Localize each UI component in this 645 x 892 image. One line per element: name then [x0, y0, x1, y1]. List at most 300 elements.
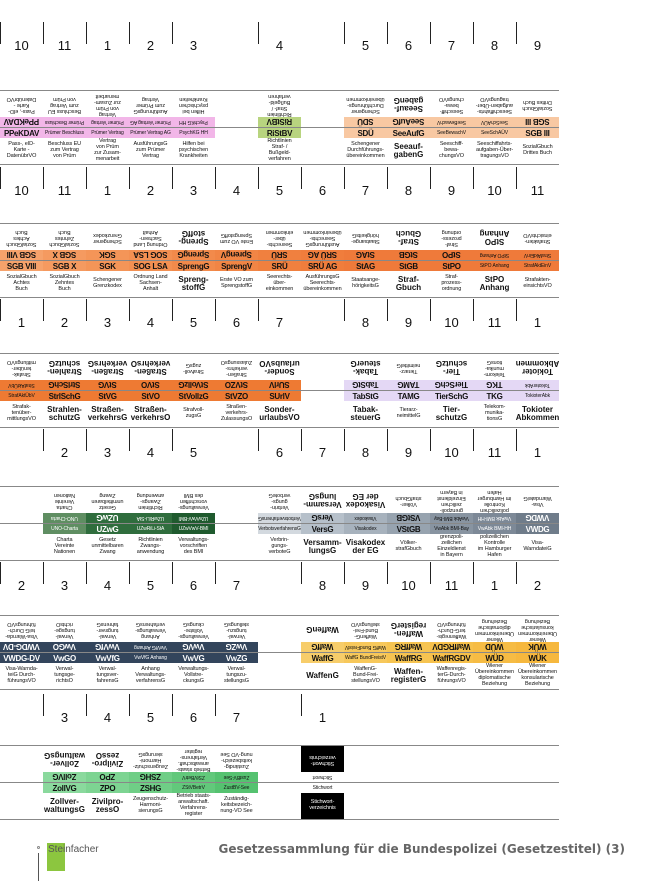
- register-tab[interactable]: [301, 616, 344, 689]
- abbreviation: SprengV: [215, 261, 258, 271]
- abbreviation: RiStBV: [258, 128, 301, 138]
- tab-label: SozialGbuch Drittes Buch: [522, 144, 553, 156]
- abbreviation: VwVfG Anhang: [129, 653, 172, 663]
- tab-label-flipped: Wiener Übereinkommen konsularische Beziehung: [517, 618, 558, 642]
- register-tab[interactable]: [43, 616, 86, 689]
- tab-label-flipped: Verwaltungs- vorschriften des BMI: [178, 492, 209, 510]
- tab-label: Straf- Gbuch: [395, 274, 422, 292]
- tab-label-flipped: Anhang Verwaltungs- verfahrensG: [135, 621, 166, 639]
- abbreviation-flipped: VerbotsverfahrensG: [258, 513, 301, 523]
- abbreviation: StGB: [387, 261, 430, 271]
- tab-number: 1: [533, 445, 542, 460]
- tab-number-row: [0, 175, 559, 205]
- register-tab[interactable]: [344, 224, 387, 297]
- register-tab[interactable]: [473, 354, 516, 427]
- tab-label: Seeauf- gabenG: [393, 141, 424, 159]
- tab-label: Verwal- tungszu- stellungsG: [224, 666, 249, 684]
- abbreviation-flipped: StVZO: [215, 380, 258, 390]
- tab-label: Seerechts- über- einkommen: [265, 274, 294, 292]
- tab-number: 11: [444, 578, 459, 593]
- register-tab-row: [0, 223, 559, 298]
- tab-label-flipped: Schengener Grenzkodex: [93, 232, 122, 244]
- abbreviation-flipped: WaffG: [301, 642, 344, 652]
- register-tab[interactable]: [172, 487, 215, 560]
- tab-label-flipped: Wiener Übereinkommen diplomatische Beziehung: [474, 618, 515, 642]
- tab-label-flipped: Strafvoll- zugsG: [183, 362, 204, 374]
- register-tab[interactable]: [258, 487, 301, 560]
- tab-number: 10: [487, 183, 502, 198]
- abbreviation-flipped: Prümer Beschluss: [43, 117, 86, 127]
- abbreviation-flipped: ZollVG: [43, 772, 86, 782]
- tab-label: Visa- WarndateiG: [523, 540, 552, 552]
- tab-label-flipped: Seeauf- gabenG: [393, 96, 424, 114]
- register-tab[interactable]: [258, 91, 301, 164]
- register-tab[interactable]: [43, 746, 86, 819]
- tab-label: Zivilpro- zessO: [91, 796, 124, 814]
- tab-number: 4: [146, 315, 155, 330]
- tab-label-flipped: Straßen- verkehrsG: [87, 359, 128, 377]
- tab-label-flipped: Versamm- lungsG: [303, 492, 342, 510]
- abbreviation: SRÜ: [258, 261, 301, 271]
- register-tab[interactable]: [301, 224, 344, 297]
- register-tab[interactable]: [0, 354, 43, 427]
- tab-label-flipped: Strafak- tenüber- mittlungsVO: [7, 359, 36, 377]
- abbreviation: VwVG: [172, 653, 215, 663]
- register-tab[interactable]: [430, 487, 473, 560]
- abbreviation: StVZO: [215, 391, 258, 401]
- tab-label-flipped: SozialGbuch Drittes Buch: [522, 99, 553, 111]
- tab-number: 2: [17, 578, 26, 593]
- tab-label-flipped: Sonder- urlaubsVO: [259, 359, 300, 377]
- register-tab[interactable]: [129, 487, 172, 560]
- register-tab[interactable]: [473, 91, 516, 164]
- register-tab[interactable]: [473, 616, 516, 689]
- tab-label: AusführungsG Seerechts- übereinkommen: [303, 274, 342, 292]
- abbreviation-flipped: PsychKG HH: [172, 117, 215, 127]
- register-tab[interactable]: [129, 354, 172, 427]
- abbreviation-flipped: ZustBV-See: [215, 772, 258, 782]
- tab-number: 9: [533, 38, 542, 53]
- abbreviation-flipped: TokioterAbk: [516, 380, 559, 390]
- tab-label-flipped: WaffenG: [306, 625, 339, 635]
- tab-label-flipped: Betrieb staats- anwaltschaft. Verfahrens- register: [176, 748, 211, 772]
- tab-number: 3: [60, 710, 69, 725]
- tab-number: 11: [530, 183, 545, 198]
- abbreviation-flipped: Visakodex: [344, 513, 387, 523]
- register-tab[interactable]: [215, 746, 258, 819]
- register-tab[interactable]: [43, 487, 86, 560]
- tab-label: grenzpoli- zeilichen Einzeldienst in Bayern: [437, 534, 466, 558]
- abbreviation-flipped: VStGB: [387, 513, 430, 523]
- tab-number: 7: [318, 445, 327, 460]
- tab-label: Straßen- verkehrs- ZulassungsO: [220, 404, 253, 422]
- tab-number: 9: [404, 315, 413, 330]
- abbreviation: VersG: [301, 524, 344, 534]
- register-tab[interactable]: [344, 616, 387, 689]
- abbreviation: WÜK: [516, 653, 559, 663]
- abbreviation: StrlSchG: [43, 391, 86, 401]
- tab-label-flipped: Verwal- tungsver- fahrensG: [96, 621, 119, 639]
- register-tab-row: [0, 745, 559, 820]
- tab-label-flipped: Waffen- registerG: [390, 621, 427, 639]
- tab-label: Charta Vereinte Nationen: [53, 537, 76, 555]
- abbreviation: VwGO: [43, 653, 86, 663]
- register-tab[interactable]: [473, 224, 516, 297]
- abbreviation: ZStVBetrV: [172, 783, 215, 793]
- tab-label: Versamm- lungsG: [303, 537, 342, 555]
- abbreviation: StrafAktEinV: [516, 261, 559, 271]
- register-tab[interactable]: [387, 354, 430, 427]
- abbreviation-flipped: TAMG: [387, 380, 430, 390]
- tab-label: Wiener Übereinkommen konsularische Beziehung: [517, 663, 558, 687]
- tab-label-flipped: Verwaltungs- Vollstre- ckungsG: [178, 621, 209, 639]
- tab-label: Tokioter Abkommen: [515, 404, 560, 422]
- register-tab-row: [0, 615, 559, 690]
- abbreviation: TKG: [473, 391, 516, 401]
- tab-label: Wiener Übereinkommen diplomatische Beziehung: [474, 663, 515, 687]
- tab-label: SozialGbuch Achtes Buch: [6, 274, 37, 292]
- tab-label: Erste VO zum SprengstoffG: [219, 277, 254, 289]
- register-tab[interactable]: [258, 354, 301, 427]
- tab-number: 5: [189, 445, 198, 460]
- register-tab[interactable]: [516, 616, 559, 689]
- register-tab[interactable]: [86, 487, 129, 560]
- tab-label-flipped: grenzpoli- zeilichen Einzeldienst in Bayern: [437, 489, 466, 513]
- abbreviation-flipped: Prümer Vertrag AG: [129, 117, 172, 127]
- tab-number: 3: [189, 183, 198, 198]
- register-tab[interactable]: [129, 224, 172, 297]
- abbreviation: WaffG BundFreistV: [344, 653, 387, 663]
- abbreviation-flipped: VersG: [301, 513, 344, 523]
- abbreviation: PsychKG HH: [172, 128, 215, 138]
- tab-label-flipped: Hilfen bei psychischen Krankheiten: [178, 96, 209, 114]
- tab-label-flipped: Zollver- waltungsG: [44, 751, 85, 769]
- tab-label-flipped: Seerechts- über- einkommen: [265, 229, 294, 247]
- abbreviation: SGK: [86, 261, 129, 271]
- tab-label-flipped: Straßen- verkehrs- ZulassungsO: [220, 359, 253, 377]
- register-tab[interactable]: [344, 487, 387, 560]
- register-tab[interactable]: [172, 354, 215, 427]
- tab-number: 2: [146, 38, 155, 53]
- register-tab[interactable]: [387, 616, 430, 689]
- register-tab[interactable]: [301, 487, 344, 560]
- tab-label: Zeugenschutz- Harmoni- sierungsG: [132, 796, 169, 814]
- tab-number: 3: [103, 445, 112, 460]
- tab-label: Tier- schutzG: [435, 404, 468, 422]
- register-tab[interactable]: [430, 354, 473, 427]
- tab-label-flipped: Ordnung Land Sachsen- Anhalt: [133, 229, 168, 247]
- tab-label-flipped: Tabak- steuerG: [350, 359, 381, 377]
- registration-mark: [37, 846, 40, 849]
- abbreviation: SeeAufG: [387, 128, 430, 138]
- register-tab[interactable]: [172, 224, 215, 297]
- abbreviation-flipped: RiStBV: [258, 117, 301, 127]
- tab-number: 6: [232, 315, 241, 330]
- tab-label-flipped: Beschluss EU zum Vertrag von Prüm: [47, 96, 82, 114]
- abbreviation: PPeKDAV: [0, 128, 43, 138]
- tab-label-flipped: Verwal- tungszu- stellungsG: [224, 621, 249, 639]
- register-tab[interactable]: [344, 91, 387, 164]
- tab-number: 8: [404, 183, 413, 198]
- register-tab[interactable]: [215, 354, 258, 427]
- register-tab[interactable]: [86, 746, 129, 819]
- abbreviation-flipped: VwGO: [43, 642, 86, 652]
- abbreviation-flipped: Stichwort: [301, 772, 344, 782]
- tab-number: 2: [146, 183, 155, 198]
- tab-label-flipped: Verbrin- gungs- verboteG: [268, 492, 291, 510]
- tab-number: 10: [14, 183, 29, 198]
- tab-label: Strafvoll- zugsG: [183, 407, 204, 419]
- tab-number: 5: [361, 38, 370, 53]
- tab-number: 9: [404, 445, 413, 460]
- tab-label: Strafakten- einsichtsVO: [523, 277, 552, 289]
- register-tab[interactable]: [387, 487, 430, 560]
- abbreviation-flipped: StVG: [86, 380, 129, 390]
- register-tab[interactable]: [301, 746, 344, 819]
- tab-label-flipped: Visa-Warnda- teiG Durch- führungsVO: [5, 621, 38, 639]
- tab-label-flipped: Zivilpro- zessO: [91, 751, 124, 769]
- abbreviation: WÜD: [473, 653, 516, 663]
- abbreviation: UNO-Charta: [43, 524, 86, 534]
- tab-label: Spreng- stoffG: [178, 274, 209, 292]
- tab-label: Seeschiffahrts- aufgaben-Über- tragungsVO: [475, 141, 514, 159]
- tab-number: 10: [14, 38, 29, 53]
- abbreviation-flipped: PPeKDAV: [0, 117, 43, 127]
- register-tab[interactable]: [43, 224, 86, 297]
- abbreviation-flipped: SprengG: [172, 250, 215, 260]
- abbreviation: SeeBewachV: [430, 128, 473, 138]
- tab-number: 2: [60, 445, 69, 460]
- register-tab[interactable]: [430, 91, 473, 164]
- abbreviation: ZustBV-See: [215, 783, 258, 793]
- tab-label-flipped: Telekom- munika- tionsG: [483, 359, 506, 377]
- tab-label: Staatsange- hörigkeitsG: [351, 277, 380, 289]
- tab-label-flipped: Richtlinien Straf- / Bußgeld- verfahren: [267, 93, 292, 117]
- abbreviation: UZwVwV-BMI: [172, 524, 215, 534]
- abbreviation-flipped: UNO-Charta: [43, 513, 86, 523]
- tab-number: 7: [361, 183, 370, 198]
- tab-number: 7: [232, 578, 241, 593]
- abbreviation-flipped: StrafAktEinV: [516, 250, 559, 260]
- tab-number: 5: [189, 315, 198, 330]
- tab-label: Tierarz- neimittelG: [396, 407, 421, 419]
- abbreviation: Prümer Vertrag: [86, 128, 129, 138]
- tab-label-flipped: Stichwort- verzeichnis: [301, 746, 344, 772]
- abbreviation: Prümer Beschluss: [43, 128, 86, 138]
- register-tab[interactable]: [258, 224, 301, 297]
- tab-label: AusführungsG zum Prümer Vertrag: [133, 141, 168, 159]
- tab-label: Zollver- waltungsG: [44, 796, 85, 814]
- register-tab[interactable]: [129, 91, 172, 164]
- tab-label-flipped: Völker- strafGbuch: [395, 495, 422, 507]
- tab-label: Tabak- steuerG: [350, 404, 381, 422]
- register-tab[interactable]: [516, 354, 559, 427]
- tab-number: 6: [404, 38, 413, 53]
- register-tab[interactable]: [215, 616, 258, 689]
- register-tab[interactable]: [86, 224, 129, 297]
- abbreviation: StPO: [430, 261, 473, 271]
- abbreviation-flipped: StAG: [344, 250, 387, 260]
- register-tab[interactable]: [86, 354, 129, 427]
- tab-label: SozialGbuch Zehntes Buch: [49, 274, 80, 292]
- abbreviation: TierSchG: [430, 391, 473, 401]
- register-tab[interactable]: [129, 616, 172, 689]
- abbreviation: Prümer Vertrag AG: [129, 128, 172, 138]
- register-tab[interactable]: [430, 224, 473, 297]
- abbreviation-flipped: VwZG: [215, 642, 258, 652]
- abbreviation: SeeSchAÜV: [473, 128, 516, 138]
- abbreviation-flipped: VWDG: [516, 513, 559, 523]
- tab-number: 5: [146, 710, 155, 725]
- register-tab[interactable]: [516, 224, 559, 297]
- abbreviation: UZwG: [86, 524, 129, 534]
- register-tab[interactable]: [0, 224, 43, 297]
- abbreviation-flipped: SOG LSA: [129, 250, 172, 260]
- abbreviation-flipped: SGB X: [43, 250, 86, 260]
- tab-label-flipped: Visa- WarndateiG: [523, 495, 552, 507]
- tab-label-flipped: Erste VO zum SprengstoffG: [219, 232, 254, 244]
- tab-label-flipped: Seeschiff- bewa- chungsVO: [439, 96, 464, 114]
- register-tab[interactable]: [129, 746, 172, 819]
- tab-label: Verwal- tungsver- fahrensG: [96, 666, 119, 684]
- tab-number: 1: [533, 315, 542, 330]
- abbreviation-flipped: StVO: [129, 380, 172, 390]
- tab-label-flipped: AusführungsG Seerechts- übereinkommen: [303, 229, 342, 247]
- abbreviation: VwZG: [215, 653, 258, 663]
- tab-number: 1: [318, 710, 327, 725]
- abbreviation-flipped: WÜK: [516, 642, 559, 652]
- tab-label: Richtlinien Straf- / Bußgeld- verfahren: [267, 138, 292, 162]
- abbreviation: StAG: [344, 261, 387, 271]
- footer-rule: [38, 853, 39, 881]
- abbreviation: ZollVG: [43, 783, 86, 793]
- tab-label: Ordnung Land Sachsen- Anhalt: [133, 274, 168, 292]
- tab-number: 10: [444, 445, 459, 460]
- abbreviation-flipped: SprengV: [215, 250, 258, 260]
- abbreviation: StVollzG: [172, 391, 215, 401]
- abbreviation-flipped: SDÜ: [344, 117, 387, 127]
- register-tab[interactable]: [0, 91, 43, 164]
- tab-number: 6: [189, 710, 198, 725]
- tab-label-flipped: Straf- Gbuch: [395, 229, 422, 247]
- tab-label-flipped: Tier- schutzG: [435, 359, 468, 377]
- register-tab[interactable]: [86, 91, 129, 164]
- tab-number-row: [0, 437, 559, 467]
- tab-label: Seeschiff- bewa- chungsVO: [439, 141, 464, 159]
- tab-number: 11: [487, 445, 502, 460]
- tab-number: 2: [60, 315, 69, 330]
- register-tab[interactable]: [516, 487, 559, 560]
- tab-number: 3: [189, 38, 198, 53]
- register-tab[interactable]: [473, 487, 516, 560]
- tab-number: 1: [490, 578, 499, 593]
- register-tab[interactable]: [430, 616, 473, 689]
- abbreviation-flipped: TabStG: [344, 380, 387, 390]
- tab-number: 1: [103, 38, 112, 53]
- abbreviation: SGB III: [516, 128, 559, 138]
- register-tab[interactable]: [387, 91, 430, 164]
- abbreviation-flipped: WaffG BundFreistV: [344, 642, 387, 652]
- tab-number: 11: [57, 38, 72, 53]
- abbreviation-flipped: WaffRGDV: [430, 642, 473, 652]
- register-tab-row: [0, 353, 559, 428]
- tab-label-flipped: Zuständig- keitsbezeich- nung-VO See: [220, 751, 253, 769]
- tab-number: 8: [490, 38, 499, 53]
- register-tab[interactable]: [344, 354, 387, 427]
- tab-number: 4: [103, 578, 112, 593]
- tab-label-flipped: Spreng- stoffG: [178, 229, 209, 247]
- tab-number: 6: [318, 183, 327, 198]
- tab-number: 4: [146, 445, 155, 460]
- tab-label-flipped: Zeugenschutz- Harmoni- sierungsG: [132, 751, 169, 769]
- register-tab[interactable]: [43, 91, 86, 164]
- tab-number: 3: [60, 578, 69, 593]
- abbreviation: VwAbk BMI-HH: [473, 524, 516, 534]
- register-tab[interactable]: [0, 616, 43, 689]
- tab-label: Richtlinien Zwangs- anwendung: [136, 537, 165, 555]
- tab-label: Verwaltungs- Vollstre- ckungsG: [178, 666, 209, 684]
- tab-label-flipped: Strafakten- einsichtsVO: [523, 232, 552, 244]
- abbreviation: SRÜ AG: [301, 261, 344, 271]
- abbreviation: SprengG: [172, 261, 215, 271]
- tab-label: Pass-, eID- Karte - DatenübrVO: [6, 141, 37, 159]
- tab-label: polizeilichen Kontrolle im Hamburger Hafen: [477, 534, 512, 558]
- register-tab-row: [0, 486, 559, 561]
- register-tab-row: [0, 90, 559, 165]
- register-tab[interactable]: [387, 224, 430, 297]
- abbreviation: StPO Anhang: [473, 261, 516, 271]
- tab-label: Schengener Grenzkodex: [93, 277, 122, 289]
- tab-number: 4: [103, 710, 112, 725]
- register-tab[interactable]: [172, 746, 215, 819]
- tab-label-flipped: Strahlen- schutzG: [47, 359, 82, 377]
- publisher-name: Steinfacher: [48, 844, 99, 855]
- tab-label-flipped: StPO Anhang: [479, 229, 510, 247]
- register-tab[interactable]: [516, 91, 559, 164]
- tab-label-flipped: Richtlinien Zwangs- anwendung: [136, 492, 165, 510]
- register-tab[interactable]: [43, 354, 86, 427]
- tab-label-flipped: Straßen- verkehrsO: [130, 359, 171, 377]
- abbreviation-flipped: StPO Anhang: [473, 250, 516, 260]
- tab-number: 8: [361, 315, 370, 330]
- register-tab[interactable]: [172, 91, 215, 164]
- tab-label: Verwal- tungsge- richtsO: [54, 666, 75, 684]
- abbreviation-flipped: TierSchG: [430, 380, 473, 390]
- tab-label-flipped: Tierarz- neimittelG: [396, 362, 421, 374]
- abbreviation-flipped: SGK: [86, 250, 129, 260]
- tab-label: Betrieb staats- anwaltschaft. Verfahrens- register: [176, 793, 211, 817]
- register-tab[interactable]: [215, 224, 258, 297]
- abbreviation: TAMG: [387, 391, 430, 401]
- tab-number: 5: [146, 578, 155, 593]
- tab-number: 6: [275, 445, 284, 460]
- abbreviation-flipped: UZwVwV-BMI: [172, 513, 215, 523]
- tab-number: 8: [361, 445, 370, 460]
- tab-label-flipped: WaffenG- Bund-Frei- stellungsVO: [351, 621, 380, 639]
- tab-label-flipped: SozialGbuch Achtes Buch: [6, 229, 37, 247]
- register-tab[interactable]: [172, 616, 215, 689]
- abbreviation: StVG: [86, 391, 129, 401]
- register-tab[interactable]: [86, 616, 129, 689]
- abbreviation: UZwRiLi-StA: [129, 524, 172, 534]
- abbreviation-flipped: WaffRG: [387, 642, 430, 652]
- tab-label-flipped: Charta Vereinte Nationen: [53, 492, 76, 510]
- tab-number-row: [0, 30, 559, 60]
- tab-label: Beschluss EU zum Vertrag von Prüm: [47, 141, 82, 159]
- tab-label-flipped: AusführungsG zum Prümer Vertrag: [133, 96, 168, 114]
- abbreviation-flipped: SRÜ AG: [301, 250, 344, 260]
- tab-label: Völker- strafGbuch: [395, 540, 422, 552]
